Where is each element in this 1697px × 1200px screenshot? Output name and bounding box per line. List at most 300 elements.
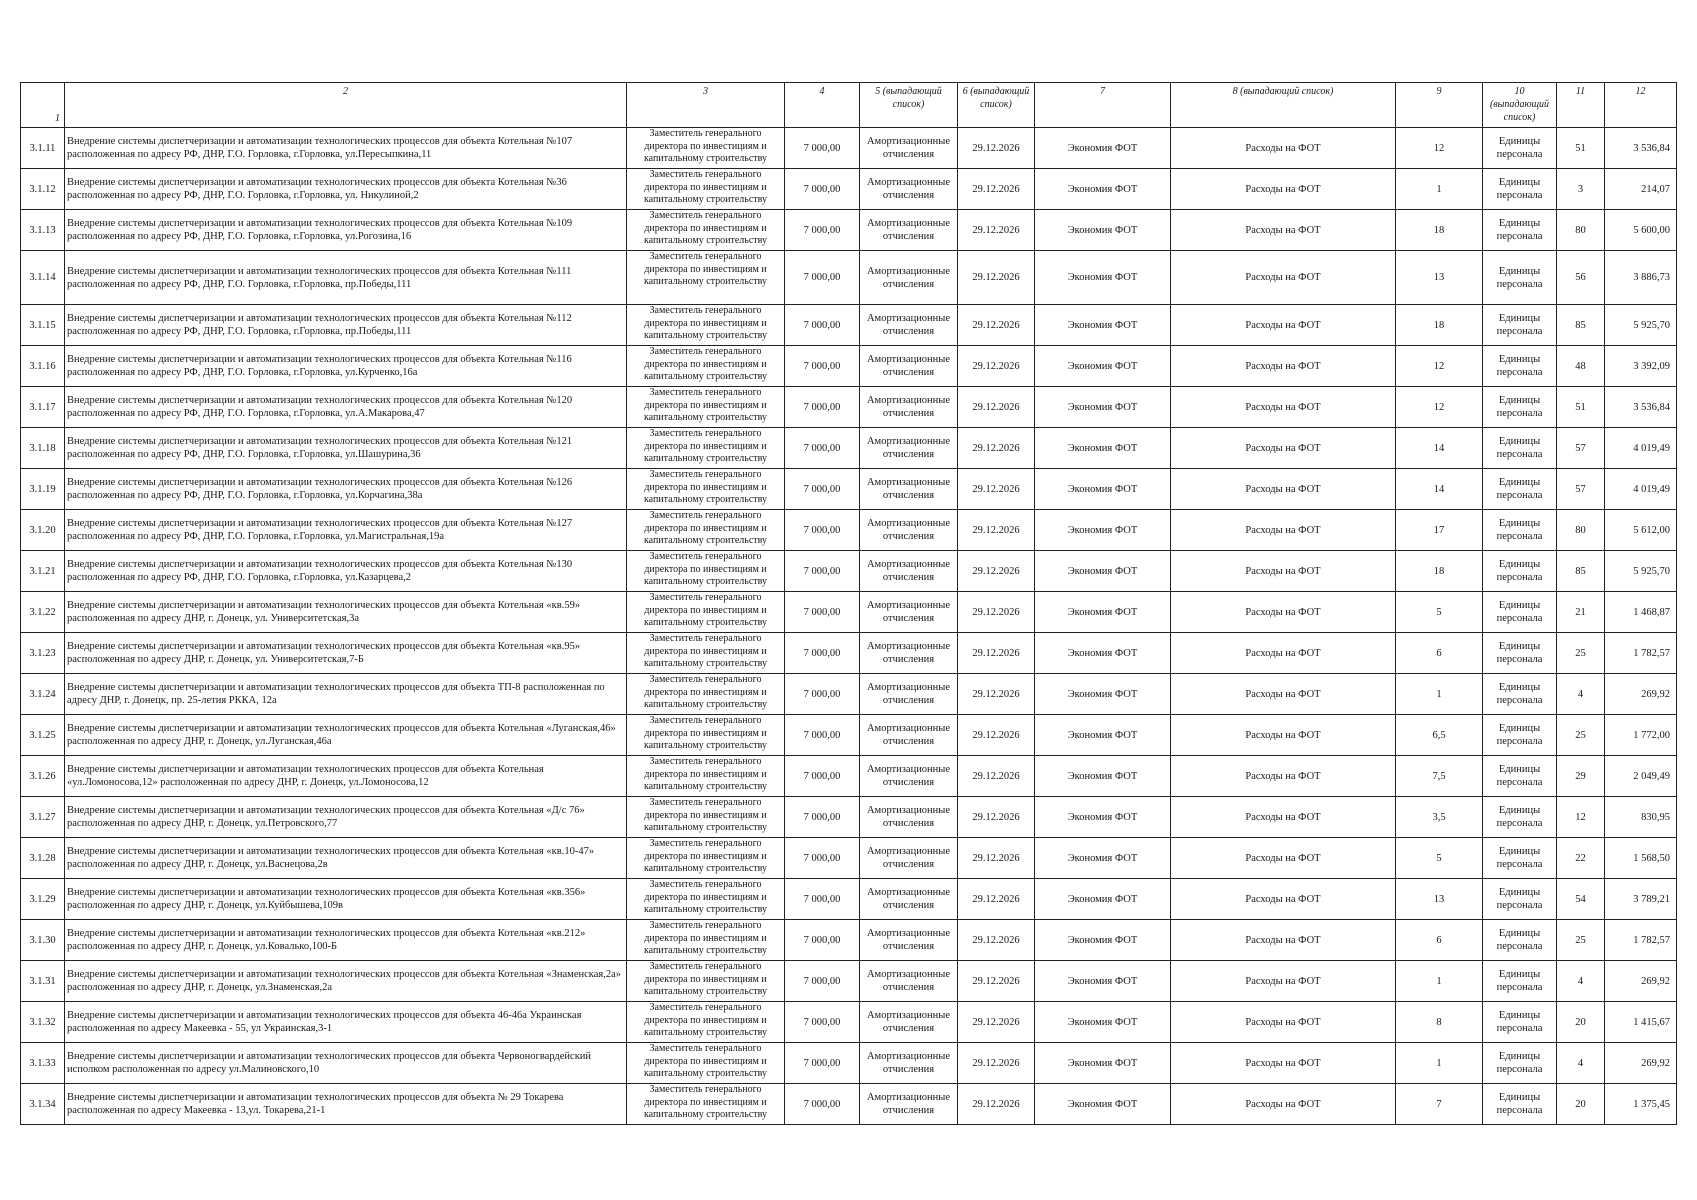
column-12-value: 3 536,84 <box>1605 387 1677 428</box>
column-11-value: 85 <box>1557 305 1605 346</box>
effect-type: Экономия ФОТ <box>1035 674 1171 715</box>
row-number: 3.1.21 <box>21 551 65 592</box>
expense-item: Расходы на ФОТ <box>1171 387 1396 428</box>
responsible-person: Заместитель генерального директора по инвестициям и капитальному строительству <box>627 128 785 169</box>
document-sheet <box>20 82 1676 1125</box>
table-row <box>21 469 1677 510</box>
effect-type: Экономия ФОТ <box>1035 251 1171 305</box>
responsible-person: Заместитель генерального директора по инвестициям и капитальному строительству <box>627 428 785 469</box>
column-12-value: 1 772,00 <box>1605 715 1677 756</box>
measure-name: Внедрение системы диспетчеризации и автоматизации технологических процессов для объекта Котельная «кв.356» расположенная по адресу ДНР, г. Донецк, ул.Куйбышева,109в <box>65 879 627 920</box>
quantity-value: 1 <box>1396 961 1483 1002</box>
header-cell: 9 <box>1396 83 1483 128</box>
column-12-value: 3 392,09 <box>1605 346 1677 387</box>
unit-label: Единицы персонала <box>1483 592 1557 633</box>
column-11-value: 4 <box>1557 1043 1605 1084</box>
row-number: 3.1.24 <box>21 674 65 715</box>
responsible-person: Заместитель генерального директора по инвестициям и капитальному строительству <box>627 1002 785 1043</box>
budget-value: 7 000,00 <box>785 210 860 251</box>
effect-type: Экономия ФОТ <box>1035 1043 1171 1084</box>
table-row <box>21 756 1677 797</box>
header-cell: 7 <box>1035 83 1171 128</box>
column-12-value: 5 925,70 <box>1605 305 1677 346</box>
funding-source: Амортизационные отчисления <box>860 387 958 428</box>
expense-item: Расходы на ФОТ <box>1171 1002 1396 1043</box>
effect-type: Экономия ФОТ <box>1035 510 1171 551</box>
budget-value: 7 000,00 <box>785 1002 860 1043</box>
row-number: 3.1.27 <box>21 797 65 838</box>
budget-value: 7 000,00 <box>785 674 860 715</box>
funding-source: Амортизационные отчисления <box>860 674 958 715</box>
column-11-value: 85 <box>1557 551 1605 592</box>
expense-item: Расходы на ФОТ <box>1171 1043 1396 1084</box>
funding-source: Амортизационные отчисления <box>860 510 958 551</box>
responsible-person: Заместитель генерального директора по инвестициям и капитальному строительству <box>627 1043 785 1084</box>
deadline-date: 29.12.2026 <box>958 797 1035 838</box>
unit-label: Единицы персонала <box>1483 1084 1557 1125</box>
effect-type: Экономия ФОТ <box>1035 210 1171 251</box>
column-11-value: 22 <box>1557 838 1605 879</box>
budget-value: 7 000,00 <box>785 510 860 551</box>
row-number: 3.1.17 <box>21 387 65 428</box>
header-cell: 8 (выпадающий список) <box>1171 83 1396 128</box>
measure-name: Внедрение системы диспетчеризации и автоматизации технологических процессов для объекта ТП-8 расположенная по адресу ДНР, г. Донецк, пр. 25-летия РККА, 12а <box>65 674 627 715</box>
measure-name: Внедрение системы диспетчеризации и автоматизации технологических процессов для объекта Котельная №112 расположенная по адресу РФ, ДНР, Г.О. Горловка, г.Горловка, пр.Победы,111 <box>65 305 627 346</box>
effect-type: Экономия ФОТ <box>1035 428 1171 469</box>
expense-item: Расходы на ФОТ <box>1171 920 1396 961</box>
unit-label: Единицы персонала <box>1483 169 1557 210</box>
deadline-date: 29.12.2026 <box>958 251 1035 305</box>
measure-name: Внедрение системы диспетчеризации и автоматизации технологических процессов для объекта Котельная №111 расположенная по адресу РФ, ДНР, Г.О. Горловка, г.Горловка, пр.Победы,111 <box>65 251 627 305</box>
quantity-value: 14 <box>1396 469 1483 510</box>
effect-type: Экономия ФОТ <box>1035 633 1171 674</box>
expense-item: Расходы на ФОТ <box>1171 551 1396 592</box>
budget-value: 7 000,00 <box>785 920 860 961</box>
column-12-value: 1 468,87 <box>1605 592 1677 633</box>
quantity-value: 13 <box>1396 879 1483 920</box>
quantity-value: 5 <box>1396 592 1483 633</box>
unit-label: Единицы персонала <box>1483 387 1557 428</box>
header-row <box>21 83 1677 128</box>
expense-item: Расходы на ФОТ <box>1171 169 1396 210</box>
column-12-value: 1 782,57 <box>1605 920 1677 961</box>
expense-item: Расходы на ФОТ <box>1171 128 1396 169</box>
quantity-value: 8 <box>1396 1002 1483 1043</box>
effect-type: Экономия ФОТ <box>1035 169 1171 210</box>
funding-source: Амортизационные отчисления <box>860 1043 958 1084</box>
funding-source: Амортизационные отчисления <box>860 305 958 346</box>
table-row <box>21 838 1677 879</box>
table-row <box>21 428 1677 469</box>
responsible-person: Заместитель генерального директора по инвестициям и капитальному строительству <box>627 387 785 428</box>
measure-name: Внедрение системы диспетчеризации и автоматизации технологических процессов для объекта Котельная №120 расположенная по адресу РФ, ДНР, Г.О. Горловка, г.Горловка, ул.А.Макарова,47 <box>65 387 627 428</box>
quantity-value: 18 <box>1396 305 1483 346</box>
deadline-date: 29.12.2026 <box>958 1002 1035 1043</box>
responsible-person: Заместитель генерального директора по инвестициям и капитальному строительству <box>627 756 785 797</box>
row-number: 3.1.18 <box>21 428 65 469</box>
column-12-value: 5 612,00 <box>1605 510 1677 551</box>
column-11-value: 12 <box>1557 797 1605 838</box>
unit-label: Единицы персонала <box>1483 1002 1557 1043</box>
deadline-date: 29.12.2026 <box>958 715 1035 756</box>
expense-item: Расходы на ФОТ <box>1171 469 1396 510</box>
table-row <box>21 879 1677 920</box>
budget-value: 7 000,00 <box>785 346 860 387</box>
effect-type: Экономия ФОТ <box>1035 879 1171 920</box>
budget-value: 7 000,00 <box>785 1043 860 1084</box>
header-cell: 1 <box>21 83 65 128</box>
column-12-value: 3 536,84 <box>1605 128 1677 169</box>
responsible-person: Заместитель генерального директора по инвестициям и капитальному строительству <box>627 305 785 346</box>
table-row <box>21 1084 1677 1125</box>
column-12-value: 269,92 <box>1605 1043 1677 1084</box>
column-11-value: 57 <box>1557 469 1605 510</box>
column-11-value: 51 <box>1557 128 1605 169</box>
table-row <box>21 346 1677 387</box>
table-row <box>21 592 1677 633</box>
row-number: 3.1.25 <box>21 715 65 756</box>
effect-type: Экономия ФОТ <box>1035 838 1171 879</box>
column-11-value: 51 <box>1557 387 1605 428</box>
measure-name: Внедрение системы диспетчеризации и автоматизации технологических процессов для объекта Котельная «кв.95» расположенная по адресу ДНР, г. Донецк, ул. Университетская,7-Б <box>65 633 627 674</box>
effect-type: Экономия ФОТ <box>1035 797 1171 838</box>
row-number: 3.1.30 <box>21 920 65 961</box>
responsible-person: Заместитель генерального директора по инвестициям и капитальному строительству <box>627 551 785 592</box>
column-11-value: 4 <box>1557 961 1605 1002</box>
budget-value: 7 000,00 <box>785 305 860 346</box>
row-number: 3.1.26 <box>21 756 65 797</box>
quantity-value: 18 <box>1396 210 1483 251</box>
table-row <box>21 169 1677 210</box>
column-12-value: 5 925,70 <box>1605 551 1677 592</box>
budget-value: 7 000,00 <box>785 633 860 674</box>
expense-item: Расходы на ФОТ <box>1171 879 1396 920</box>
expense-item: Расходы на ФОТ <box>1171 592 1396 633</box>
deadline-date: 29.12.2026 <box>958 551 1035 592</box>
funding-source: Амортизационные отчисления <box>860 920 958 961</box>
effect-type: Экономия ФОТ <box>1035 1002 1171 1043</box>
responsible-person: Заместитель генерального директора по инвестициям и капитальному строительству <box>627 592 785 633</box>
measure-name: Внедрение системы диспетчеризации и автоматизации технологических процессов для объекта Червоногвардейский исполком расположенная по адресу ул.Малиновского,10 <box>65 1043 627 1084</box>
deadline-date: 29.12.2026 <box>958 674 1035 715</box>
budget-value: 7 000,00 <box>785 251 860 305</box>
effect-type: Экономия ФОТ <box>1035 128 1171 169</box>
column-12-value: 830,95 <box>1605 797 1677 838</box>
expense-item: Расходы на ФОТ <box>1171 305 1396 346</box>
budget-value: 7 000,00 <box>785 961 860 1002</box>
deadline-date: 29.12.2026 <box>958 428 1035 469</box>
funding-source: Амортизационные отчисления <box>860 592 958 633</box>
quantity-value: 1 <box>1396 169 1483 210</box>
responsible-person: Заместитель генерального директора по инвестициям и капитальному строительству <box>627 510 785 551</box>
budget-value: 7 000,00 <box>785 797 860 838</box>
effect-type: Экономия ФОТ <box>1035 469 1171 510</box>
row-number: 3.1.20 <box>21 510 65 551</box>
unit-label: Единицы персонала <box>1483 1043 1557 1084</box>
unit-label: Единицы персонала <box>1483 715 1557 756</box>
funding-source: Амортизационные отчисления <box>860 715 958 756</box>
effect-type: Экономия ФОТ <box>1035 346 1171 387</box>
quantity-value: 12 <box>1396 387 1483 428</box>
funding-source: Амортизационные отчисления <box>860 469 958 510</box>
row-number: 3.1.16 <box>21 346 65 387</box>
quantity-value: 1 <box>1396 674 1483 715</box>
column-11-value: 21 <box>1557 592 1605 633</box>
deadline-date: 29.12.2026 <box>958 387 1035 428</box>
quantity-value: 5 <box>1396 838 1483 879</box>
effect-type: Экономия ФОТ <box>1035 920 1171 961</box>
unit-label: Единицы персонала <box>1483 756 1557 797</box>
quantity-value: 7 <box>1396 1084 1483 1125</box>
column-12-value: 269,92 <box>1605 961 1677 1002</box>
header-cell: 3 <box>627 83 785 128</box>
deadline-date: 29.12.2026 <box>958 920 1035 961</box>
column-11-value: 80 <box>1557 510 1605 551</box>
column-12-value: 1 568,50 <box>1605 838 1677 879</box>
header-cell: 6 (выпадающий список) <box>958 83 1035 128</box>
quantity-value: 14 <box>1396 428 1483 469</box>
effect-type: Экономия ФОТ <box>1035 715 1171 756</box>
deadline-date: 29.12.2026 <box>958 469 1035 510</box>
funding-source: Амортизационные отчисления <box>860 1084 958 1125</box>
header-cell: 5 (выпадающий список) <box>860 83 958 128</box>
row-number: 3.1.11 <box>21 128 65 169</box>
measure-name: Внедрение системы диспетчеризации и автоматизации технологических процессов для объекта Котельная «Д/с 76» расположенная по адресу ДНР, г. Донецк, ул.Петровского,77 <box>65 797 627 838</box>
quantity-value: 7,5 <box>1396 756 1483 797</box>
table-row <box>21 1002 1677 1043</box>
table-row <box>21 551 1677 592</box>
expense-item: Расходы на ФОТ <box>1171 346 1396 387</box>
deadline-date: 29.12.2026 <box>958 838 1035 879</box>
responsible-person: Заместитель генерального директора по инвестициям и капитальному строительству <box>627 1084 785 1125</box>
budget-value: 7 000,00 <box>785 1084 860 1125</box>
budget-value: 7 000,00 <box>785 756 860 797</box>
unit-label: Единицы персонала <box>1483 674 1557 715</box>
header-cell: 11 <box>1557 83 1605 128</box>
unit-label: Единицы персонала <box>1483 428 1557 469</box>
measure-name: Внедрение системы диспетчеризации и автоматизации технологических процессов для объекта Котельная №36 расположенная по адресу РФ, ДНР, Г.О. Горловка, г.Горловка, ул. Никулиной,2 <box>65 169 627 210</box>
measure-name: Внедрение системы диспетчеризации и автоматизации технологических процессов для объекта Котельная №116 расположенная по адресу РФ, ДНР, Г.О. Горловка, г.Горловка, ул.Курченко,16а <box>65 346 627 387</box>
row-number: 3.1.34 <box>21 1084 65 1125</box>
measure-name: Внедрение системы диспетчеризации и автоматизации технологических процессов для объекта Котельная №107 расположенная по адресу РФ, ДНР, Г.О. Горловка, г.Горловка, ул.Пересыпкина,11 <box>65 128 627 169</box>
table-row <box>21 305 1677 346</box>
column-12-value: 4 019,49 <box>1605 428 1677 469</box>
responsible-person: Заместитель генерального директора по инвестициям и капитальному строительству <box>627 633 785 674</box>
responsible-person: Заместитель генерального директора по инвестициям и капитальному строительству <box>627 879 785 920</box>
column-12-value: 269,92 <box>1605 674 1677 715</box>
quantity-value: 18 <box>1396 551 1483 592</box>
responsible-person: Заместитель генерального директора по инвестициям и капитальному строительству <box>627 169 785 210</box>
funding-source: Амортизационные отчисления <box>860 633 958 674</box>
funding-source: Амортизационные отчисления <box>860 428 958 469</box>
measure-name: Внедрение системы диспетчеризации и автоматизации технологических процессов для объекта Котельная «ул.Ломоносова,12» расположенная по адресу ДНР, г. Донецк, ул.Ломоносова,12 <box>65 756 627 797</box>
quantity-value: 12 <box>1396 128 1483 169</box>
unit-label: Единицы персонала <box>1483 469 1557 510</box>
responsible-person: Заместитель генерального директора по инвестициям и капитальному строительству <box>627 838 785 879</box>
expense-item: Расходы на ФОТ <box>1171 210 1396 251</box>
unit-label: Единицы персонала <box>1483 797 1557 838</box>
unit-label: Единицы персонала <box>1483 920 1557 961</box>
deadline-date: 29.12.2026 <box>958 592 1035 633</box>
deadline-date: 29.12.2026 <box>958 1084 1035 1125</box>
expense-item: Расходы на ФОТ <box>1171 1084 1396 1125</box>
quantity-value: 6,5 <box>1396 715 1483 756</box>
responsible-person: Заместитель генерального директора по инвестициям и капитальному строительству <box>627 715 785 756</box>
expense-item: Расходы на ФОТ <box>1171 251 1396 305</box>
responsible-person: Заместитель генерального директора по инвестициям и капитальному строительству <box>627 210 785 251</box>
table-row <box>21 251 1677 305</box>
budget-value: 7 000,00 <box>785 551 860 592</box>
funding-source: Амортизационные отчисления <box>860 210 958 251</box>
expense-item: Расходы на ФОТ <box>1171 633 1396 674</box>
funding-source: Амортизационные отчисления <box>860 251 958 305</box>
measure-name: Внедрение системы диспетчеризации и автоматизации технологических процессов для объекта Котельная №121 расположенная по адресу РФ, ДНР, Г.О. Горловка, г.Горловка, ул.Шашурина,36 <box>65 428 627 469</box>
column-12-value: 1 375,45 <box>1605 1084 1677 1125</box>
deadline-date: 29.12.2026 <box>958 879 1035 920</box>
unit-label: Единицы персонала <box>1483 251 1557 305</box>
responsible-person: Заместитель генерального директора по инвестициям и капитальному строительству <box>627 797 785 838</box>
column-12-value: 5 600,00 <box>1605 210 1677 251</box>
column-11-value: 48 <box>1557 346 1605 387</box>
row-number: 3.1.32 <box>21 1002 65 1043</box>
expense-item: Расходы на ФОТ <box>1171 715 1396 756</box>
measure-name: Внедрение системы диспетчеризации и автоматизации технологических процессов для объекта Котельная №127 расположенная по адресу РФ, ДНР, Г.О. Горловка, г.Горловка, ул.Магистральная,19а <box>65 510 627 551</box>
table-row <box>21 128 1677 169</box>
unit-label: Единицы персонала <box>1483 633 1557 674</box>
column-12-value: 1 782,57 <box>1605 633 1677 674</box>
column-11-value: 4 <box>1557 674 1605 715</box>
effect-type: Экономия ФОТ <box>1035 1084 1171 1125</box>
unit-label: Единицы персонала <box>1483 346 1557 387</box>
column-12-value: 3 789,21 <box>1605 879 1677 920</box>
responsible-person: Заместитель генерального директора по инвестициям и капитальному строительству <box>627 920 785 961</box>
expense-item: Расходы на ФОТ <box>1171 838 1396 879</box>
table-row <box>21 510 1677 551</box>
deadline-date: 29.12.2026 <box>958 346 1035 387</box>
unit-label: Единицы персонала <box>1483 961 1557 1002</box>
funding-source: Амортизационные отчисления <box>860 797 958 838</box>
column-11-value: 3 <box>1557 169 1605 210</box>
quantity-value: 12 <box>1396 346 1483 387</box>
budget-value: 7 000,00 <box>785 428 860 469</box>
header-cell: 10 (выпадающий список) <box>1483 83 1557 128</box>
effect-type: Экономия ФОТ <box>1035 961 1171 1002</box>
row-number: 3.1.14 <box>21 251 65 305</box>
deadline-date: 29.12.2026 <box>958 756 1035 797</box>
column-12-value: 3 886,73 <box>1605 251 1677 305</box>
measure-name: Внедрение системы диспетчеризации и автоматизации технологических процессов для объекта Котельная «Луганская,46» расположенная по адресу ДНР, г. Донецк, ул.Луганская,46а <box>65 715 627 756</box>
column-11-value: 20 <box>1557 1084 1605 1125</box>
table-row <box>21 1043 1677 1084</box>
responsible-person: Заместитель генерального директора по инвестициям и капитальному строительству <box>627 674 785 715</box>
unit-label: Единицы персонала <box>1483 128 1557 169</box>
effect-type: Экономия ФОТ <box>1035 756 1171 797</box>
column-11-value: 56 <box>1557 251 1605 305</box>
measure-name: Внедрение системы диспетчеризации и автоматизации технологических процессов для объекта Котельная №130 расположенная по адресу РФ, ДНР, Г.О. Горловка, г.Горловка, ул.Казарцева,2 <box>65 551 627 592</box>
responsible-person: Заместитель генерального директора по инвестициям и капитальному строительству <box>627 251 785 305</box>
column-11-value: 80 <box>1557 210 1605 251</box>
table-row <box>21 633 1677 674</box>
funding-source: Амортизационные отчисления <box>860 961 958 1002</box>
measure-name: Внедрение системы диспетчеризации и автоматизации технологических процессов для объекта Котельная «кв.59» расположенная по адресу ДНР, г. Донецк, ул. Университетская,3а <box>65 592 627 633</box>
budget-value: 7 000,00 <box>785 838 860 879</box>
expense-item: Расходы на ФОТ <box>1171 674 1396 715</box>
unit-label: Единицы персонала <box>1483 838 1557 879</box>
row-number: 3.1.31 <box>21 961 65 1002</box>
column-11-value: 20 <box>1557 1002 1605 1043</box>
measure-name: Внедрение системы диспетчеризации и автоматизации технологических процессов для объекта Котельная №109 расположенная по адресу РФ, ДНР, Г.О. Горловка, г.Горловка, ул.Рогозина,16 <box>65 210 627 251</box>
unit-label: Единицы персонала <box>1483 510 1557 551</box>
quantity-value: 1 <box>1396 1043 1483 1084</box>
funding-source: Амортизационные отчисления <box>860 128 958 169</box>
responsible-person: Заместитель генерального директора по инвестициям и капитальному строительству <box>627 469 785 510</box>
quantity-value: 17 <box>1396 510 1483 551</box>
column-11-value: 29 <box>1557 756 1605 797</box>
unit-label: Единицы персонала <box>1483 305 1557 346</box>
effect-type: Экономия ФОТ <box>1035 305 1171 346</box>
table-row <box>21 920 1677 961</box>
unit-label: Единицы персонала <box>1483 551 1557 592</box>
deadline-date: 29.12.2026 <box>958 305 1035 346</box>
unit-label: Единицы персонала <box>1483 210 1557 251</box>
budget-value: 7 000,00 <box>785 387 860 428</box>
column-12-value: 1 415,67 <box>1605 1002 1677 1043</box>
funding-source: Амортизационные отчисления <box>860 756 958 797</box>
quantity-value: 3,5 <box>1396 797 1483 838</box>
deadline-date: 29.12.2026 <box>958 128 1035 169</box>
column-12-value: 214,07 <box>1605 169 1677 210</box>
budget-value: 7 000,00 <box>785 469 860 510</box>
header-cell: 2 <box>65 83 627 128</box>
column-11-value: 25 <box>1557 715 1605 756</box>
effect-type: Экономия ФОТ <box>1035 592 1171 633</box>
expense-item: Расходы на ФОТ <box>1171 756 1396 797</box>
measure-name: Внедрение системы диспетчеризации и автоматизации технологических процессов для объекта Котельная «кв.10-47» расположенная по адресу ДНР, г. Донецк, ул.Васнецова,2в <box>65 838 627 879</box>
effect-type: Экономия ФОТ <box>1035 551 1171 592</box>
table-body <box>21 128 1677 1125</box>
funding-source: Амортизационные отчисления <box>860 551 958 592</box>
responsible-person: Заместитель генерального директора по инвестициям и капитальному строительству <box>627 346 785 387</box>
row-number: 3.1.33 <box>21 1043 65 1084</box>
column-11-value: 25 <box>1557 633 1605 674</box>
table-row <box>21 715 1677 756</box>
column-11-value: 57 <box>1557 428 1605 469</box>
deadline-date: 29.12.2026 <box>958 169 1035 210</box>
row-number: 3.1.29 <box>21 879 65 920</box>
column-12-value: 4 019,49 <box>1605 469 1677 510</box>
funding-source: Амортизационные отчисления <box>860 169 958 210</box>
funding-source: Амортизационные отчисления <box>860 1002 958 1043</box>
row-number: 3.1.15 <box>21 305 65 346</box>
deadline-date: 29.12.2026 <box>958 633 1035 674</box>
funding-source: Амортизационные отчисления <box>860 838 958 879</box>
budget-value: 7 000,00 <box>785 169 860 210</box>
measures-table <box>20 82 1677 1125</box>
column-11-value: 25 <box>1557 920 1605 961</box>
header-cell: 12 <box>1605 83 1677 128</box>
table-row <box>21 387 1677 428</box>
measure-name: Внедрение системы диспетчеризации и автоматизации технологических процессов для объекта Котельная «Знаменская,2а» расположенная по адресу ДНР, г. Донецк, ул.Знаменская,2а <box>65 961 627 1002</box>
deadline-date: 29.12.2026 <box>958 961 1035 1002</box>
measure-name: Внедрение системы диспетчеризации и автоматизации технологических процессов для объекта 46-46а Украинская расположенная по адресу Макеевка - 55, ул Украинская,3-1 <box>65 1002 627 1043</box>
funding-source: Амортизационные отчисления <box>860 346 958 387</box>
expense-item: Расходы на ФОТ <box>1171 428 1396 469</box>
effect-type: Экономия ФОТ <box>1035 387 1171 428</box>
budget-value: 7 000,00 <box>785 879 860 920</box>
budget-value: 7 000,00 <box>785 592 860 633</box>
header-cell: 4 <box>785 83 860 128</box>
row-number: 3.1.28 <box>21 838 65 879</box>
